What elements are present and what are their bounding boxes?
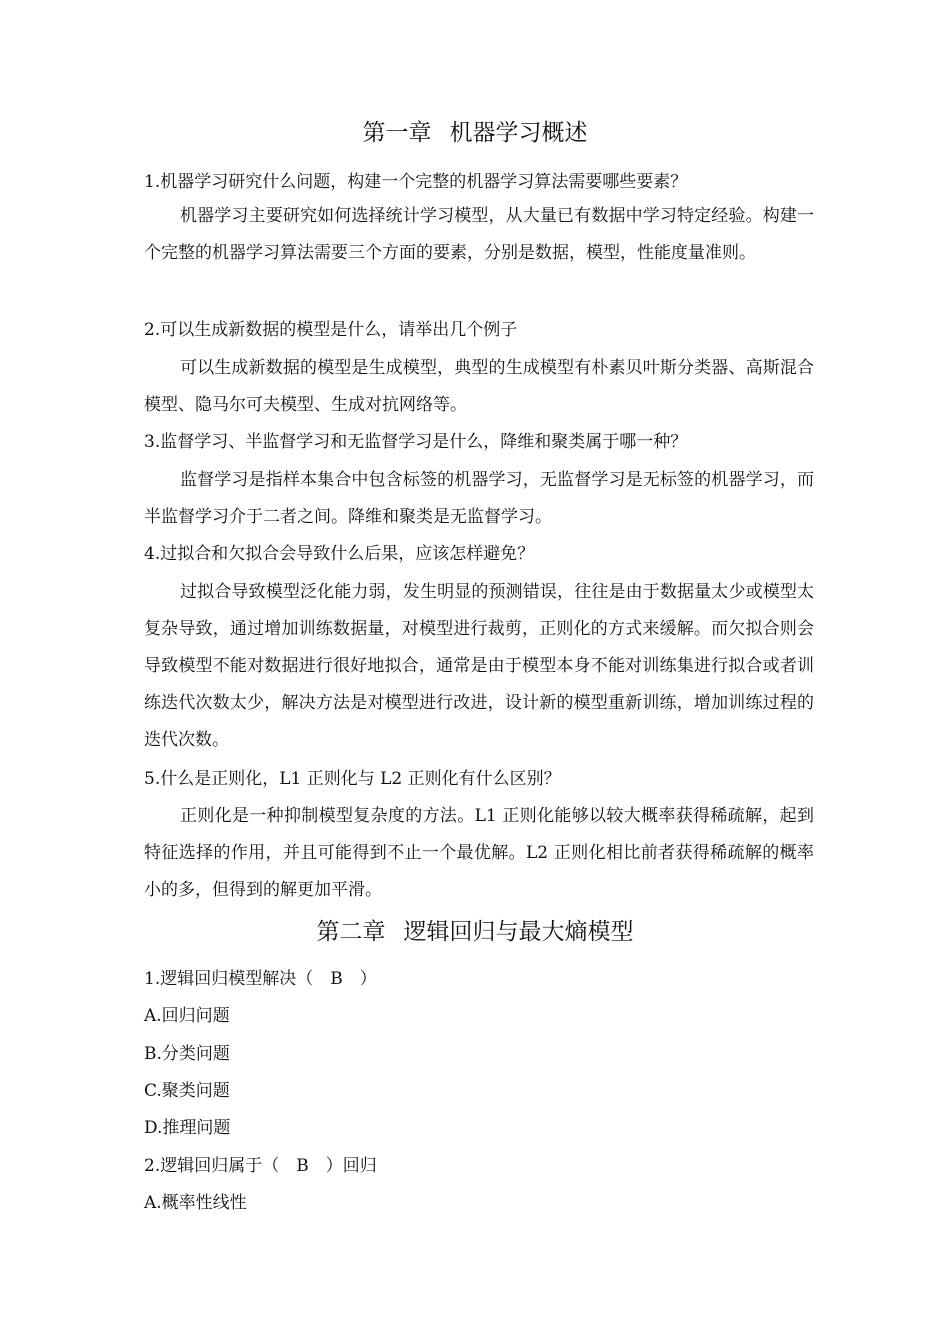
answer-text: 过拟合导致模型泛化能力弱，发生明显的预测错误，往往是由于数据量太少或模型太复杂导致，通过增加训练数据量，对模型进行裁剪，正则化的方式来缓解。而欠拟合则会导致模型不能对数据进行很好地拟合，通常是由于模型本身不能对训练集进行拟合或者训练迭代次数太少，解决方法是对模型进行改进，设计新的模型重新训练，增加训练过程的迭代次数。 — [144, 582, 814, 750]
chapter-1-a2 — [144, 350, 814, 424]
chapter-1-q5 — [144, 767, 814, 791]
chapter-2-q1-option-a — [144, 1004, 814, 1028]
answer-text: 可以生成新数据的模型是生成模型，典型的生成模型有朴素贝叶斯分类器、高斯混合模型、隐马尔可夫模型、生成对抗网络等。 — [144, 358, 814, 415]
option-text: C.聚类问题 — [144, 1081, 230, 1101]
chapter-2-q1 — [144, 967, 814, 991]
option-text: A.概率性线性 — [144, 1193, 247, 1213]
question-text: 4.过拟合和欠拟合会导致什么后果，应该怎样避免？ — [144, 544, 535, 564]
chapter-1-name: 机器学习概述 — [449, 120, 588, 146]
option-text: D.推理问题 — [144, 1118, 231, 1138]
chapter-2-q1-option-b — [144, 1042, 814, 1066]
question-text: 2.可以生成新数据的模型是什么，请举出几个例子 — [144, 320, 518, 340]
question-text: 1.机器学习研究什么问题，构建一个完整的机器学习算法需要哪些要素？ — [144, 172, 688, 192]
chapter-1-a3 — [144, 462, 814, 536]
chapter-1-q3 — [144, 430, 814, 454]
answer-text: 正则化是一种抑制模型复杂度的方法。L1 正则化能够以较大概率获得稀疏解，起到特征选择的作用，并且可能得到不止一个最优解。L2 正则化相比前者获得稀疏解的概率小的多，但得到的解更加平滑。 — [144, 806, 814, 900]
chapter-1-q2 — [144, 318, 814, 342]
option-text: A.回归问题 — [144, 1006, 230, 1026]
chapter-2-title — [0, 917, 950, 947]
chapter-2-number: 第二章 — [316, 919, 386, 945]
question-text: 5.什么是正则化，L1 正则化与 L2 正则化有什么区别？ — [144, 769, 561, 789]
question-text: 3.监督学习、半监督学习和无监督学习是什么，降维和聚类属于哪一种？ — [144, 432, 688, 452]
chapter-1-number: 第一章 — [362, 120, 432, 146]
chapter-2-q2 — [144, 1154, 814, 1178]
answer-text: 监督学习是指样本集合中包含标签的机器学习，无监督学习是无标签的机器学习，而半监督学习介于二者之间。降维和聚类是无监督学习。 — [144, 470, 814, 527]
chapter-1-q4 — [144, 542, 814, 566]
chapter-2-q2-option-a — [144, 1191, 814, 1215]
chapter-1-a1 — [144, 198, 814, 272]
chapter-1-title — [0, 118, 950, 148]
chapter-1-q1 — [144, 170, 814, 194]
chapter-1-a5 — [144, 798, 814, 909]
chapter-1-a4 — [144, 574, 814, 759]
question-text: 1.逻辑回归模型解决（ B ） — [144, 969, 377, 989]
option-text: B.分类问题 — [144, 1044, 230, 1064]
answer-text: 机器学习主要研究如何选择统计学习模型，从大量已有数据中学习特定经验。构建一个完整的机器学习算法需要三个方面的要素，分别是数据，模型，性能度量准则。 — [144, 206, 814, 263]
question-text: 2.逻辑回归属于（ B ）回归 — [144, 1156, 377, 1176]
chapter-2-q1-option-c — [144, 1079, 814, 1103]
chapter-2-q1-option-d — [144, 1116, 814, 1140]
chapter-2-name: 逻辑回归与最大熵模型 — [403, 919, 634, 945]
